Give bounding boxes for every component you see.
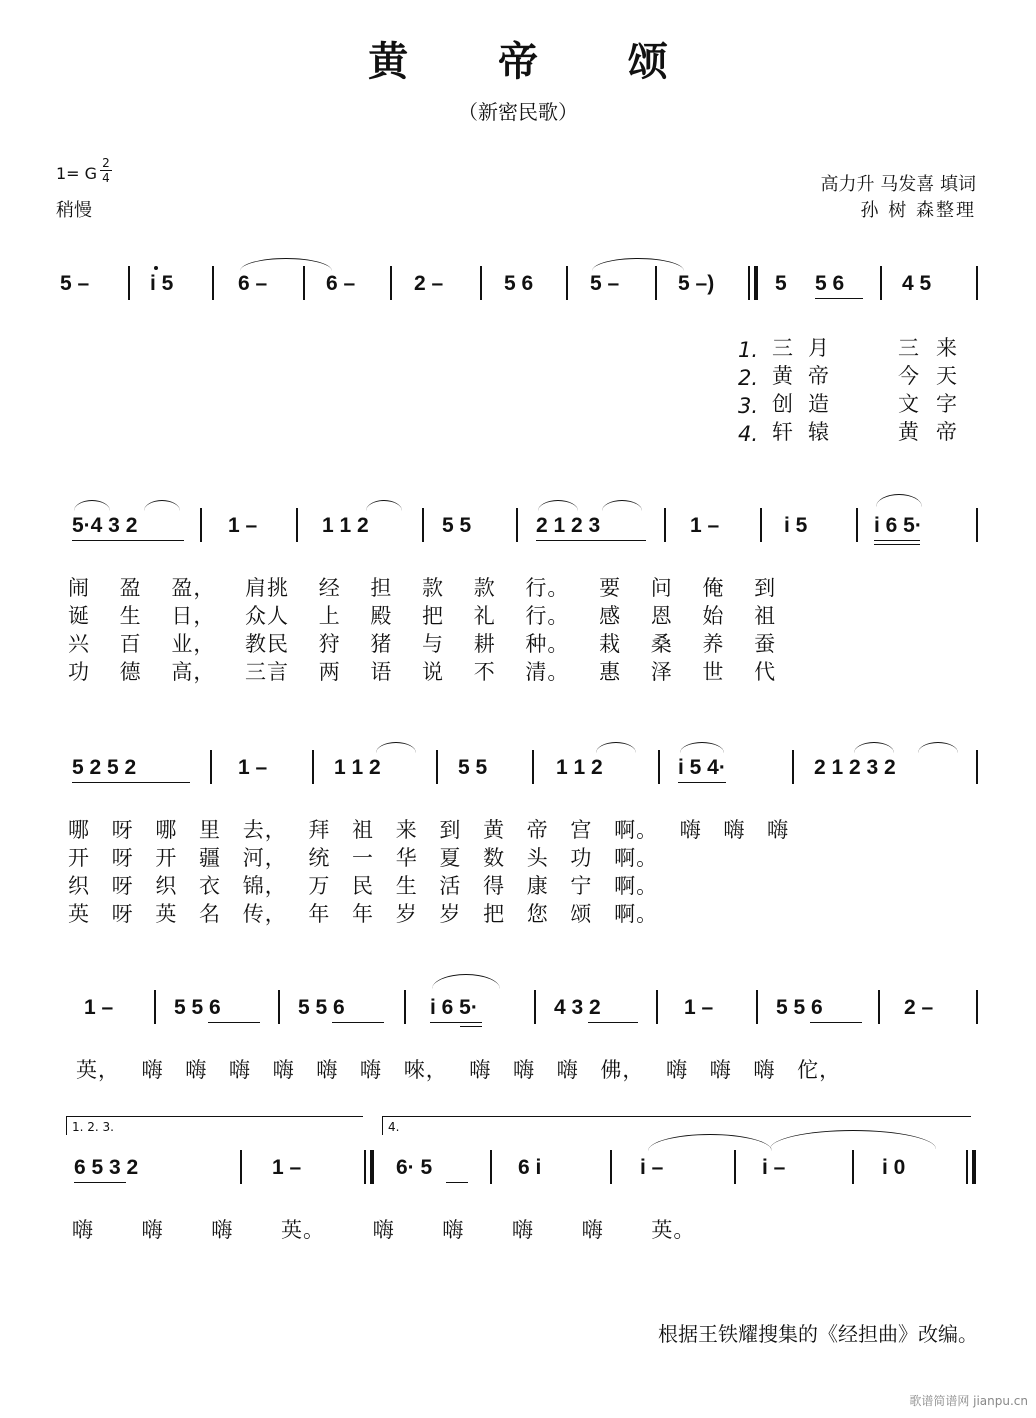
lyric-char: 帝 [808, 364, 829, 388]
measure: 5 5 6 [776, 996, 823, 1019]
measure: 2 1 2 3 [536, 514, 601, 537]
measure: 1 – [84, 996, 114, 1019]
measure: 1 – [684, 996, 714, 1019]
lyric-char: 三 [898, 336, 919, 360]
measure: 2 – [414, 272, 444, 295]
subtitle: （新密民歌） [458, 100, 578, 124]
time-signature-bottom: 4 [102, 171, 110, 185]
measure: 5 5 [458, 756, 488, 779]
measure: 6 5 3 2 [74, 1156, 139, 1179]
lyric-char: 字 [936, 392, 957, 416]
lyric-line: 织 呀 织 衣 锦， 万 民 生 活 得 康 宁 啊。 [68, 874, 659, 898]
measure: 1 1 2 [556, 756, 603, 779]
watermark: 歌谱简谱网 jianpu.cn [909, 1394, 1028, 1408]
lyric-char: 月 [808, 336, 829, 360]
arranger-credit: 孙 树 森整理 [860, 200, 976, 221]
measure: 6 – [238, 272, 268, 295]
volta-first-ending: 1. 2. 3. [72, 1120, 114, 1134]
source-note: 根据王铁耀搜集的《经担曲》改编。 [658, 1322, 978, 1346]
measure: 5 [775, 272, 787, 295]
measure: i 0 [882, 1156, 906, 1179]
page-title: 黄 帝 颂 [368, 38, 706, 85]
measure: 6· 5 [396, 1156, 433, 1179]
measure: 4 5 [902, 272, 932, 295]
measure: i 6 5· [430, 996, 478, 1019]
lyric-char: 今 [898, 364, 919, 388]
measure: 1 – [228, 514, 258, 537]
volta-second-ending: 4. [388, 1120, 400, 1134]
lyric-line: 闹 盈 盈， 肩挑 经 担 款 款 行。 要 问 俺 到 [68, 576, 777, 600]
measure: 5 5 6 [174, 996, 221, 1019]
lyric-line: 英， 嗨 嗨 嗨 嗨 嗨 嗨 唻， 嗨 嗨 嗨 佛， 嗨 嗨 嗨 佗， [76, 1058, 842, 1082]
lyric-char: 来 [936, 336, 957, 360]
measure: 5 6 [504, 272, 534, 295]
measure: i – [640, 1156, 664, 1179]
measure: 4 3 2 [554, 996, 601, 1019]
time-signature-top: 2 [102, 156, 110, 170]
lyric-char: 帝 [936, 420, 957, 444]
verse-number: 3. [738, 394, 759, 418]
lyric-line: 诞 生 日， 众人 上 殿 把 礼 行。 感 恩 始 祖 [68, 604, 777, 628]
measure: 1 1 2 [334, 756, 381, 779]
lyric-char: 轩 [772, 420, 793, 444]
lyric-line: 功 德 高， 三言 两 语 说 不 清。 惠 泽 世 代 [68, 660, 777, 684]
lyric-char: 黄 [898, 420, 919, 444]
measure: i 6 5· [874, 514, 922, 537]
lyric-char: 天 [936, 364, 957, 388]
verse-number: 4. [738, 422, 759, 446]
measure: 5 5 6 [298, 996, 345, 1019]
measure: 1 1 2 [322, 514, 369, 537]
lyric-char: 辕 [808, 420, 829, 444]
measure: i – [762, 1156, 786, 1179]
measure: 6 – [326, 272, 356, 295]
lyric-line: 英 呀 英 名 传， 年 年 岁 岁 把 您 颂 啊。 [68, 902, 659, 926]
measure: 6 i [518, 1156, 542, 1179]
measure: 5 5 [442, 514, 472, 537]
measure: 5·4 3 2 [72, 514, 138, 537]
lyric-line: 兴 百 业， 教民 狩 猪 与 耕 种。 栽 桑 养 蚕 [68, 632, 777, 656]
lyric-line: 哪 呀 哪 里 去， 拜 祖 来 到 黄 帝 宫 啊。 嗨 嗨 嗨 [68, 818, 790, 842]
lyric-line: 开 呀 开 疆 河， 统 一 华 夏 数 头 功 啊。 [68, 846, 659, 870]
measure: 5 – [590, 272, 620, 295]
measure: 2 1 2 3 2 [814, 756, 896, 779]
measure: 5 2 5 2 [72, 756, 137, 779]
measure: 1 – [238, 756, 268, 779]
lyric-char: 造 [808, 392, 829, 416]
measure: i 5 [784, 514, 808, 537]
lyric-char: 三 [772, 336, 793, 360]
measure: 1 – [272, 1156, 302, 1179]
lyricist-credit: 高力升 马发喜 填词 [820, 174, 976, 195]
verse-number: 2. [738, 366, 759, 390]
measure: 1 – [690, 514, 720, 537]
measure: i 5 4· [678, 756, 726, 779]
time-signature [100, 157, 112, 184]
measure: i 5 [150, 272, 174, 295]
measure: 5 6 [815, 272, 845, 295]
tempo-marking: 稍慢 [56, 200, 92, 221]
lyric-char: 黄 [772, 364, 793, 388]
measure: 5 – [60, 272, 90, 295]
lyric-char: 创 [772, 392, 793, 416]
lyric-char: 文 [898, 392, 919, 416]
key-signature: 1= G [56, 164, 98, 183]
measure: 5 –) [678, 272, 715, 295]
measure: 2 – [904, 996, 934, 1019]
verse-number: 1. [738, 338, 759, 362]
lyric-line: 嗨 嗨 嗨 英。 嗨 嗨 嗨 嗨 英。 [72, 1218, 696, 1242]
